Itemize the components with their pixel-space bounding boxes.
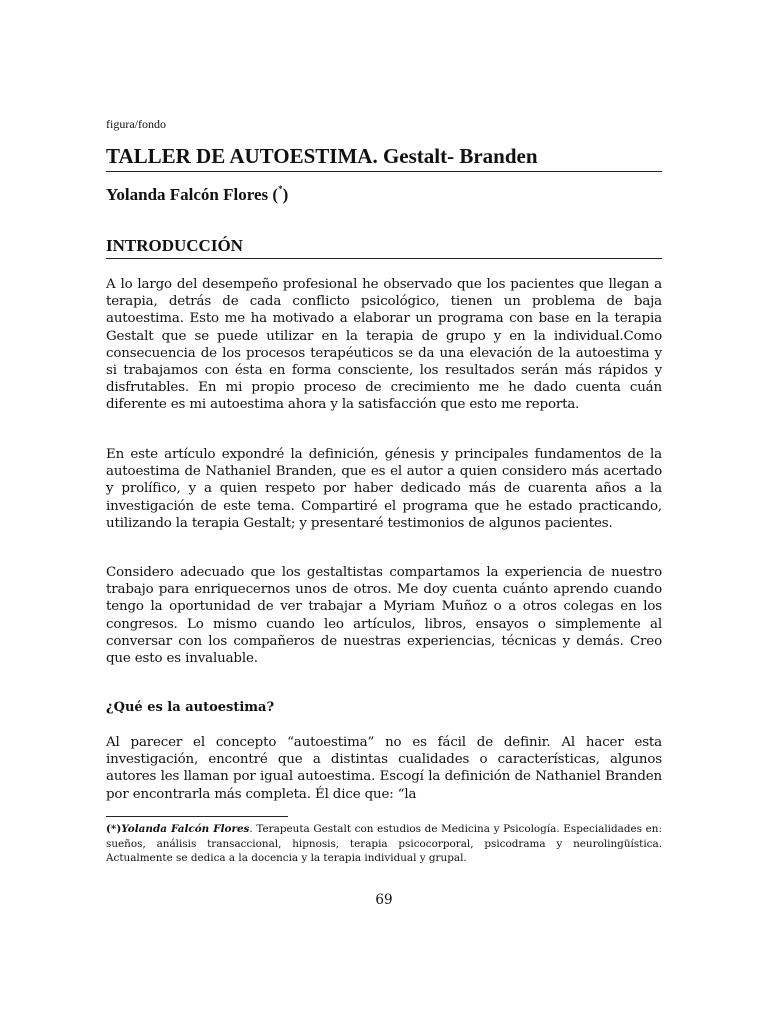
author-footnote-mark[interactable]: * (278, 184, 283, 194)
footnote-mark: (*) (106, 823, 122, 835)
paragraph-1: A lo largo del desempeño profesional he observado que los pacientes que llegan a terapia, detrás de cada conflicto psicológico, tienen un problema de baja autoestima. Esto me ha motivado a elaborar un programa con base en la terapia Gestalt que se puede utilizar en la terapia de grupo y en la individual.Como consecuencia de los procesos terapéuticos se da una elevación de la autoestima y si trabajamos con ésta en forma consciente, los resultados serán más rápidos y disfrutables. En mi propio proceso de crecimiento me he dado cuenta cuán diferente es mi autoestima ahora y la satisfacción que esto me reporta. (106, 277, 662, 413)
author-close: ) (282, 185, 289, 204)
paragraph-3: Considero adecuado que los gestaltistas compartamos la experiencia de nuestro trabajo para enriquecernos unos de otros. Me doy cuenta cuánto aprendo cuando tengo la oportunidad de ver trabajar a Myriam Muñoz o a otros colegas en los congresos. Lo mismo cuando leo artículos, libros, ensayos o simplemente al conversar con los compañeros de nuestras experiencias, técnicas y demás. Creo que esto es invaluable. (106, 565, 662, 667)
footnote-text: . Terapeuta Gestalt con estudios de Medicina y Psicología. Especialidades en: sueños, análisis transaccional, hipnosis, terapia psicocorporal, psicodrama y neurolingüística. Actualmente se dedica a la docencia y la terapia individual y grupal. (106, 823, 662, 865)
footnote-divider (106, 816, 288, 817)
article-title: TALLER DE AUTOESTIMA. Gestalt- Branden (106, 144, 662, 172)
page-number: 69 (375, 892, 393, 908)
author-line (106, 184, 288, 205)
footnote (106, 822, 662, 866)
author-name: Yolanda Falcón Flores ( (106, 185, 279, 204)
subheading-que-es-autoestima: ¿Qué es la autoestima? (106, 700, 275, 715)
footnote-author-name: Yolanda Falcón Flores (121, 823, 250, 835)
paragraph-4: Al parecer el concepto “autoestima” no es fácil de definir. Al hacer esta investigación, encontré que a distintas cualidades o características, algunos autores les llaman por igual autoestima. Escogí la definición de Nathaniel Branden por encontrarla más completa. Él dice que: “la (106, 735, 662, 802)
running-head: figura/fondo (106, 117, 166, 131)
section-heading-introduccion: INTRODUCCIÓN (106, 236, 662, 259)
paragraph-2: En este artículo expondré la definición, génesis y principales fundamentos de la autoestima de Nathaniel Branden, que es el autor a quien considero más acertado y prolífico, y a quien respeto por haber dedicado más de cuarenta años a la investigación de este tema. Compartiré el programa que he estado practicando, utilizando la terapia Gestalt; y presentaré testimonios de algunos pacientes. (106, 447, 662, 531)
